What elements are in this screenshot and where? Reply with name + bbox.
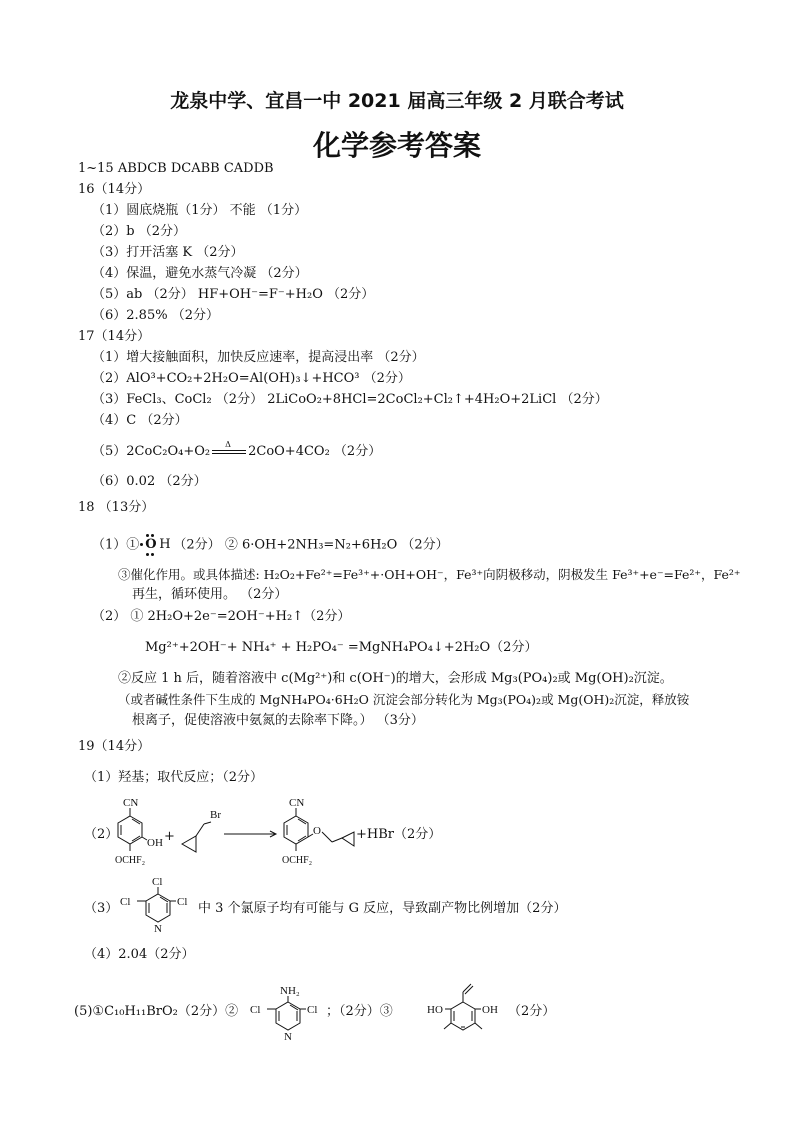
bond-ch2-ring	[332, 838, 342, 842]
q19-answer-2-label: （2）	[84, 827, 119, 842]
q16-answer-4: （4）保温，避免水蒸气冷凝 （2分）	[92, 266, 308, 281]
exam-title: 龙泉中学、宜昌一中 2021 届高三年级 2 月联合考试	[170, 90, 624, 112]
benzene-ring	[284, 816, 308, 844]
bond-br	[204, 822, 211, 824]
bond-o-ch2	[322, 832, 332, 842]
plus-sign: +	[164, 829, 175, 844]
cyclopropane-ring	[342, 832, 354, 846]
q18-answer-2-1: （2） ① 2H₂O+2e⁻=2OH⁻+H₂↑（2分）	[92, 609, 351, 624]
q18-answer-2-2-alt-line2: 根离子，促使溶液中氨氮的去除率下降。） （3分）	[132, 713, 424, 728]
ochf2-label: OCHF₂	[282, 855, 313, 866]
reaction-arrow	[224, 830, 280, 838]
q16-answer-1: （1）圆底烧瓶（1分） 不能 （1分）	[92, 203, 308, 218]
methyl-left	[444, 1023, 451, 1029]
q18-heading: 18 （13分）	[78, 500, 155, 515]
oh-label: OH	[482, 1004, 498, 1016]
q18-answer-2-equation: Mg²⁺+2OH⁻+ NH₄⁺ + H₂PO₄⁻ =MgNH₄PO₄↓+2H₂O（2分）	[145, 640, 538, 655]
equals-line-top	[212, 450, 246, 451]
hydrogen-symbol: H	[159, 537, 171, 552]
o-label: O	[313, 825, 321, 837]
q17-answer-1: （1）增大接触面积，加快反应速率，提高浸出率 （2分）	[92, 350, 425, 365]
vinyl-double-bond-inner	[465, 986, 473, 994]
cl-label-right: Cl	[307, 1004, 318, 1016]
cn-label: CN	[123, 797, 139, 809]
br-label: Br	[210, 809, 221, 821]
q19-answer-1: （1）羟基；取代反应；（2分）	[84, 770, 264, 785]
electron-dot	[151, 553, 154, 556]
q18-answer-1	[92, 536, 449, 555]
reactant-phenol-structure	[110, 798, 170, 868]
q17-answer-6: （6）0.02 （2分）	[92, 474, 207, 489]
ho-label: HO	[427, 1004, 443, 1016]
q18-answer-1-3-line2: 再生，循环使用。 （2分）	[132, 587, 288, 602]
answer-title: 化学参考答案	[312, 129, 481, 162]
n-label: N	[154, 923, 162, 935]
q18-answer-1-label: （1）①	[92, 537, 140, 553]
pyridine-ring	[276, 1002, 300, 1030]
q16-answer-6: （6）2.85% （2分）	[92, 308, 219, 323]
vinyl-double-bond	[463, 984, 471, 992]
q19-heading: 19（14分）	[78, 739, 151, 754]
q19-answer-5-part1: (5)①C₁₀H₁₁BrO₂（2分）②	[74, 1004, 239, 1019]
oxygen-symbol: O	[145, 537, 157, 552]
q19-answer-4: （4）2.04（2分）	[84, 947, 195, 962]
aminodichloropyridine-structure	[248, 984, 328, 1044]
q16-answer-5: （5）ab （2分） HF+OH⁻=F⁻+H₂O （2分）	[92, 287, 375, 302]
q19-answer-5-part3: （2分）	[508, 1004, 556, 1019]
cl-label-right: Cl	[177, 896, 188, 908]
q17-answer-5	[92, 439, 382, 461]
vinyl-resorcinol-structure	[418, 980, 508, 1044]
q16-answer-3: （3）打开活塞 K （2分）	[92, 245, 244, 260]
electron-dot	[146, 553, 149, 556]
nh2-label: NH₂	[280, 985, 300, 997]
cyclopropane-ring	[182, 836, 196, 852]
q16-heading: 16（14分）	[78, 182, 151, 197]
q18-answer-2-2-alt-line1: （或者碱性条件下生成的 MgNH₄PO₄·6H₂O 沉淀会部分转化为 Mg₃(PO₄)₂或 Mg(OH)₂沉淀，释放铵	[118, 692, 690, 707]
q18-answer-2-2: ②反应 1 h 后，随着溶液中 c(Mg²⁺)和 c(OH⁻)的增大，会形成 Mg₃(PO₄)₂或 Mg(OH)₂沉淀。	[118, 671, 673, 686]
q17-answer-5-products: 2CoO+4CO₂ （2分）	[248, 444, 382, 459]
heat-symbol: Δ	[225, 439, 231, 449]
ochf2-label: OCHF₂	[115, 855, 146, 866]
q19-answer-2-tail: +HBr（2分）	[356, 827, 442, 842]
cn-label: CN	[289, 797, 305, 809]
q16-answer-2: （2）b （2分）	[92, 224, 186, 239]
cl-label-left: Cl	[250, 1004, 261, 1016]
cyclopropylmethyl-bromide-structure	[178, 809, 224, 856]
methyl-right	[475, 1023, 482, 1029]
q19-answer-3-text: 中 3 个氯原子均有可能与 G 反应，导致副产物比例增加（2分）	[198, 901, 567, 916]
reaction-condition-arrow	[210, 439, 248, 459]
q18-answer-1-rest: （2分） ② 6·OH+2NH₃=N₂+6H₂O （2分）	[169, 537, 449, 553]
oh-label: OH	[147, 837, 163, 849]
trichloropyridine-structure	[118, 876, 198, 938]
mcq-answers: 1~15 ABDCB DCABB CADDB	[78, 161, 274, 176]
electron-dot	[140, 543, 143, 546]
cl-label-left: Cl	[120, 896, 131, 908]
q17-answer-2: （2）AlO³+CO₂+2H₂O=Al(OH)₃↓+HCO³ （2分）	[92, 371, 411, 386]
equals-line-bottom	[212, 453, 246, 454]
q17-answer-5-reactants: （5）2CoC₂O₄+O₂	[92, 444, 211, 459]
q19-answer-3-label: （3）	[84, 901, 119, 916]
q18-answer-1-3-line1: ③催化作用。或具体描述: H₂O₂+Fe²⁺=Fe³⁺+·OH+OH⁻，Fe³⁺向阴极移动，阴极发生 Fe³⁺+e⁻=Fe²⁺，Fe²⁺	[118, 567, 741, 582]
pyridine-ring	[146, 894, 170, 922]
q17-answer-3: （3）FeCl₃、CoCl₂ （2分） 2LiCoO₂+8HCl=2CoCl₂+Cl₂↑+4H₂O+2LiCl （2分）	[92, 392, 608, 407]
q17-answer-4: （4）C （2分）	[92, 413, 188, 428]
n-label: N	[284, 1031, 292, 1043]
benzene-ring	[118, 816, 142, 844]
q19-answer-5-part2: ；（2分）③	[326, 1004, 393, 1019]
hydroxyl-radical-structure	[139, 536, 169, 554]
benzene-ring	[451, 1002, 475, 1030]
bond-ch2	[196, 824, 204, 836]
cl-label-top: Cl	[152, 876, 163, 888]
q17-heading: 17（14分）	[78, 329, 151, 344]
